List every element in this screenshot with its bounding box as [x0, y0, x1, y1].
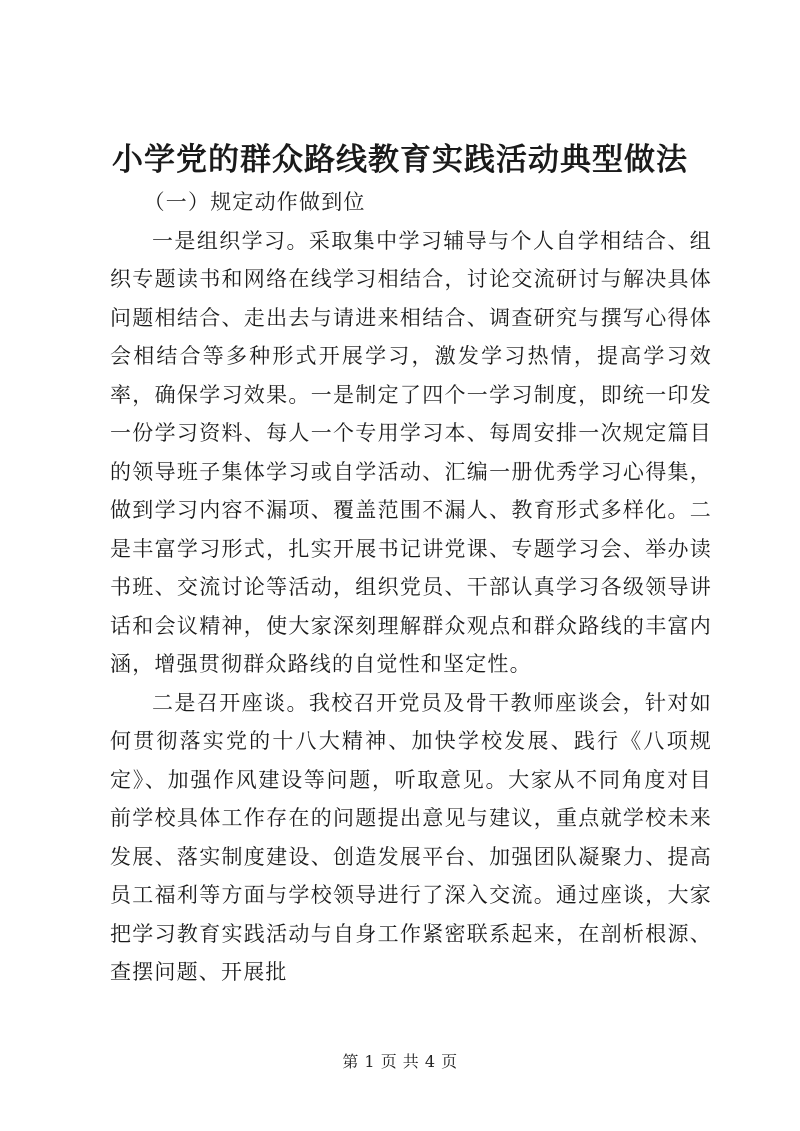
- paragraph-hold-forum: 二是召开座谈。我校召开党员及骨干教师座谈会，针对如何贯彻落实党的十八大精神、加快学校发展、践行《八项规定》、加强作风建设等问题，听取意见。大家从不同角度对目前学校具体工作存在的问题提出意见与建议，重点就学校未来发展、落实制度建设、创造发展平台、加强团队凝聚力、提高员工福利等方面与学校领导进行了深入交流。通过座谈，大家把学习教育实践活动与自身工作紧密联系起来，在剖析根源、查摆问题、开展批: [110, 690, 712, 984]
- document-body: [110, 183, 712, 992]
- document-title: 小学党的群众路线教育实践活动典型做法: [112, 142, 688, 178]
- section-heading: （一）规定动作做到位: [143, 190, 366, 214]
- page-number-footer: 第 1 页 共 4 页: [342, 1052, 458, 1071]
- paragraph-organize-study: 一是组织学习。采取集中学习辅导与个人自学相结合、组织专题读书和网络在线学习相结合，讨论交流研讨与解决具体问题相结合、走出去与请进来相结合、调查研究与撰写心得体会相结合等多种形式开展学习，激发学习热情，提高学习效率，确保学习效果。一是制定了四个一学习制度，即统一印发一份学习资料、每人一个专用学习本、每周安排一次规定篇目的领导班子集体学习或自学活动、汇编一册优秀学习心得集，做到学习内容不漏项、覆盖范围不漏人、教育形式多样化。二是丰富学习形式，扎实开展书记讲党课、专题学习会、举办读书班、交流讨论等活动，组织党员、干部认真学习各级领导讲话和会议精神，使大家深刻理解群众观点和群众路线的丰富内涵，增强贯彻群众路线的自觉性和坚定性。: [110, 228, 712, 676]
